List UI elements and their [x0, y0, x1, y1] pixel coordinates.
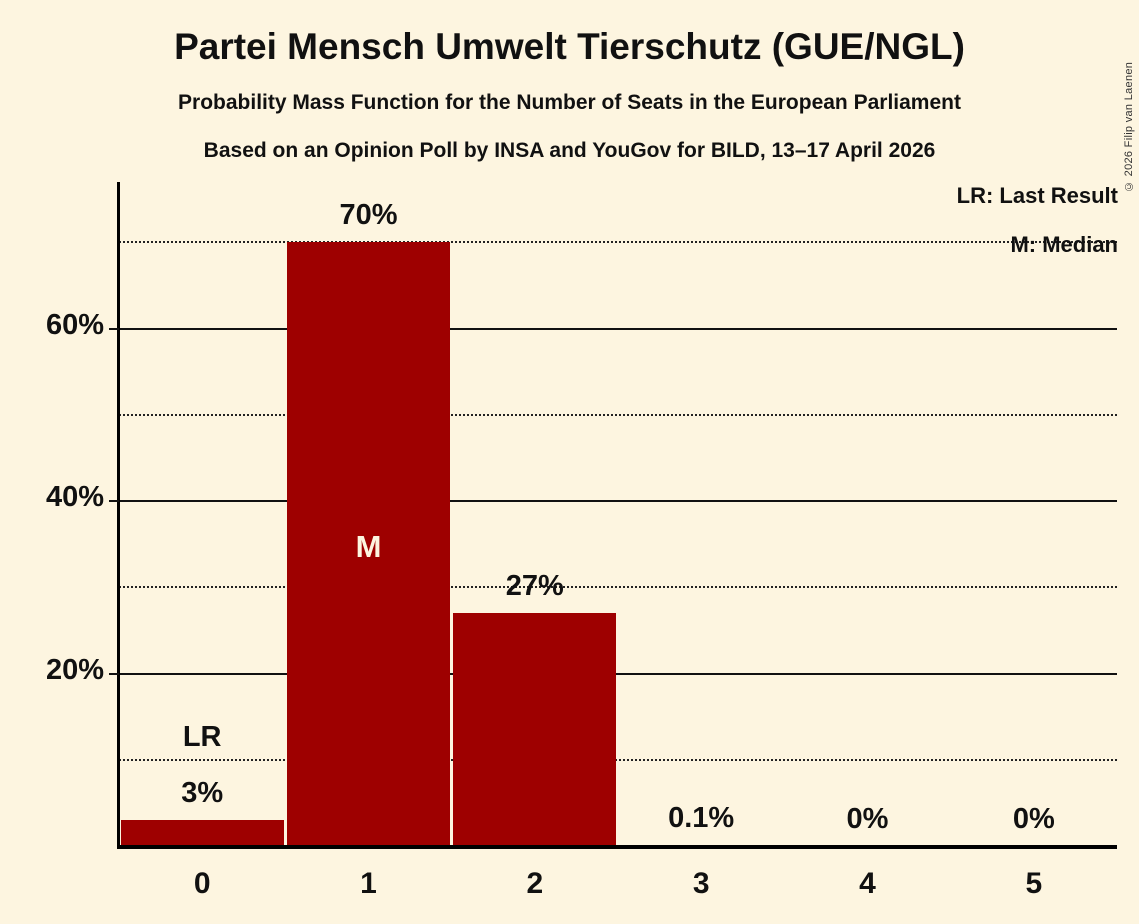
bar-value-label-seats-4: 0%	[846, 803, 889, 835]
copyright-notice: © 2026 Filip van Laenen	[1123, 61, 1135, 192]
bar-value-label-seats-3: 0.1%	[668, 802, 735, 835]
gridline-solid-40pct	[119, 500, 1117, 502]
bar-value-label-seats-1: 70%	[339, 199, 398, 232]
chart-title: Partei Mensch Umwelt Tierschutz (GUE/NGL)	[174, 26, 965, 67]
y-axis-label-40pct: 40%	[45, 481, 104, 514]
x-axis-label-seats-2: 2	[526, 867, 544, 900]
legend-median: M: Median	[1010, 232, 1118, 257]
y-tick-60pct	[109, 328, 119, 330]
gridline-solid-60pct	[119, 328, 1117, 330]
x-axis-label-seats-3: 3	[692, 867, 710, 900]
x-axis	[117, 845, 1117, 849]
bar-seats-2	[453, 613, 616, 846]
x-axis-label-seats-0: 0	[193, 867, 211, 900]
y-tick-40pct	[109, 500, 119, 502]
bar-value-label-seats-5: 0%	[1012, 803, 1055, 835]
bar-seats-0	[121, 820, 284, 846]
gridline-dotted-30pct	[119, 586, 1117, 588]
x-axis-label-seats-5: 5	[1025, 867, 1043, 900]
plot-area	[119, 182, 1117, 900]
chart-subtitle: Probability Mass Function for the Number of Seats in the European Parliament	[178, 91, 961, 114]
legend	[957, 184, 1118, 257]
x-axis-label-seats-1: 1	[360, 867, 377, 900]
median-marker: M	[355, 529, 382, 565]
chart-source-line: Based on an Opinion Poll by INSA and YouGov for BILD, 13–17 April 2026	[203, 139, 936, 162]
bar-value-label-seats-0: 3%	[181, 777, 224, 810]
x-axis-label-seats-4: 4	[859, 867, 876, 900]
bar-value-label-seats-2: 27%	[505, 570, 564, 603]
y-tick-20pct	[109, 673, 119, 675]
y-axis-label-60pct: 60%	[45, 308, 104, 341]
last-result-marker: LR	[182, 721, 222, 754]
y-axis	[117, 182, 120, 846]
gridline-dotted-10pct	[119, 759, 1117, 761]
legend-last-result: LR: Last Result	[956, 183, 1118, 208]
y-axis-label-20pct: 20%	[45, 653, 104, 686]
gridline-solid-20pct	[119, 673, 1117, 675]
gridline-dotted-50pct	[119, 414, 1117, 416]
